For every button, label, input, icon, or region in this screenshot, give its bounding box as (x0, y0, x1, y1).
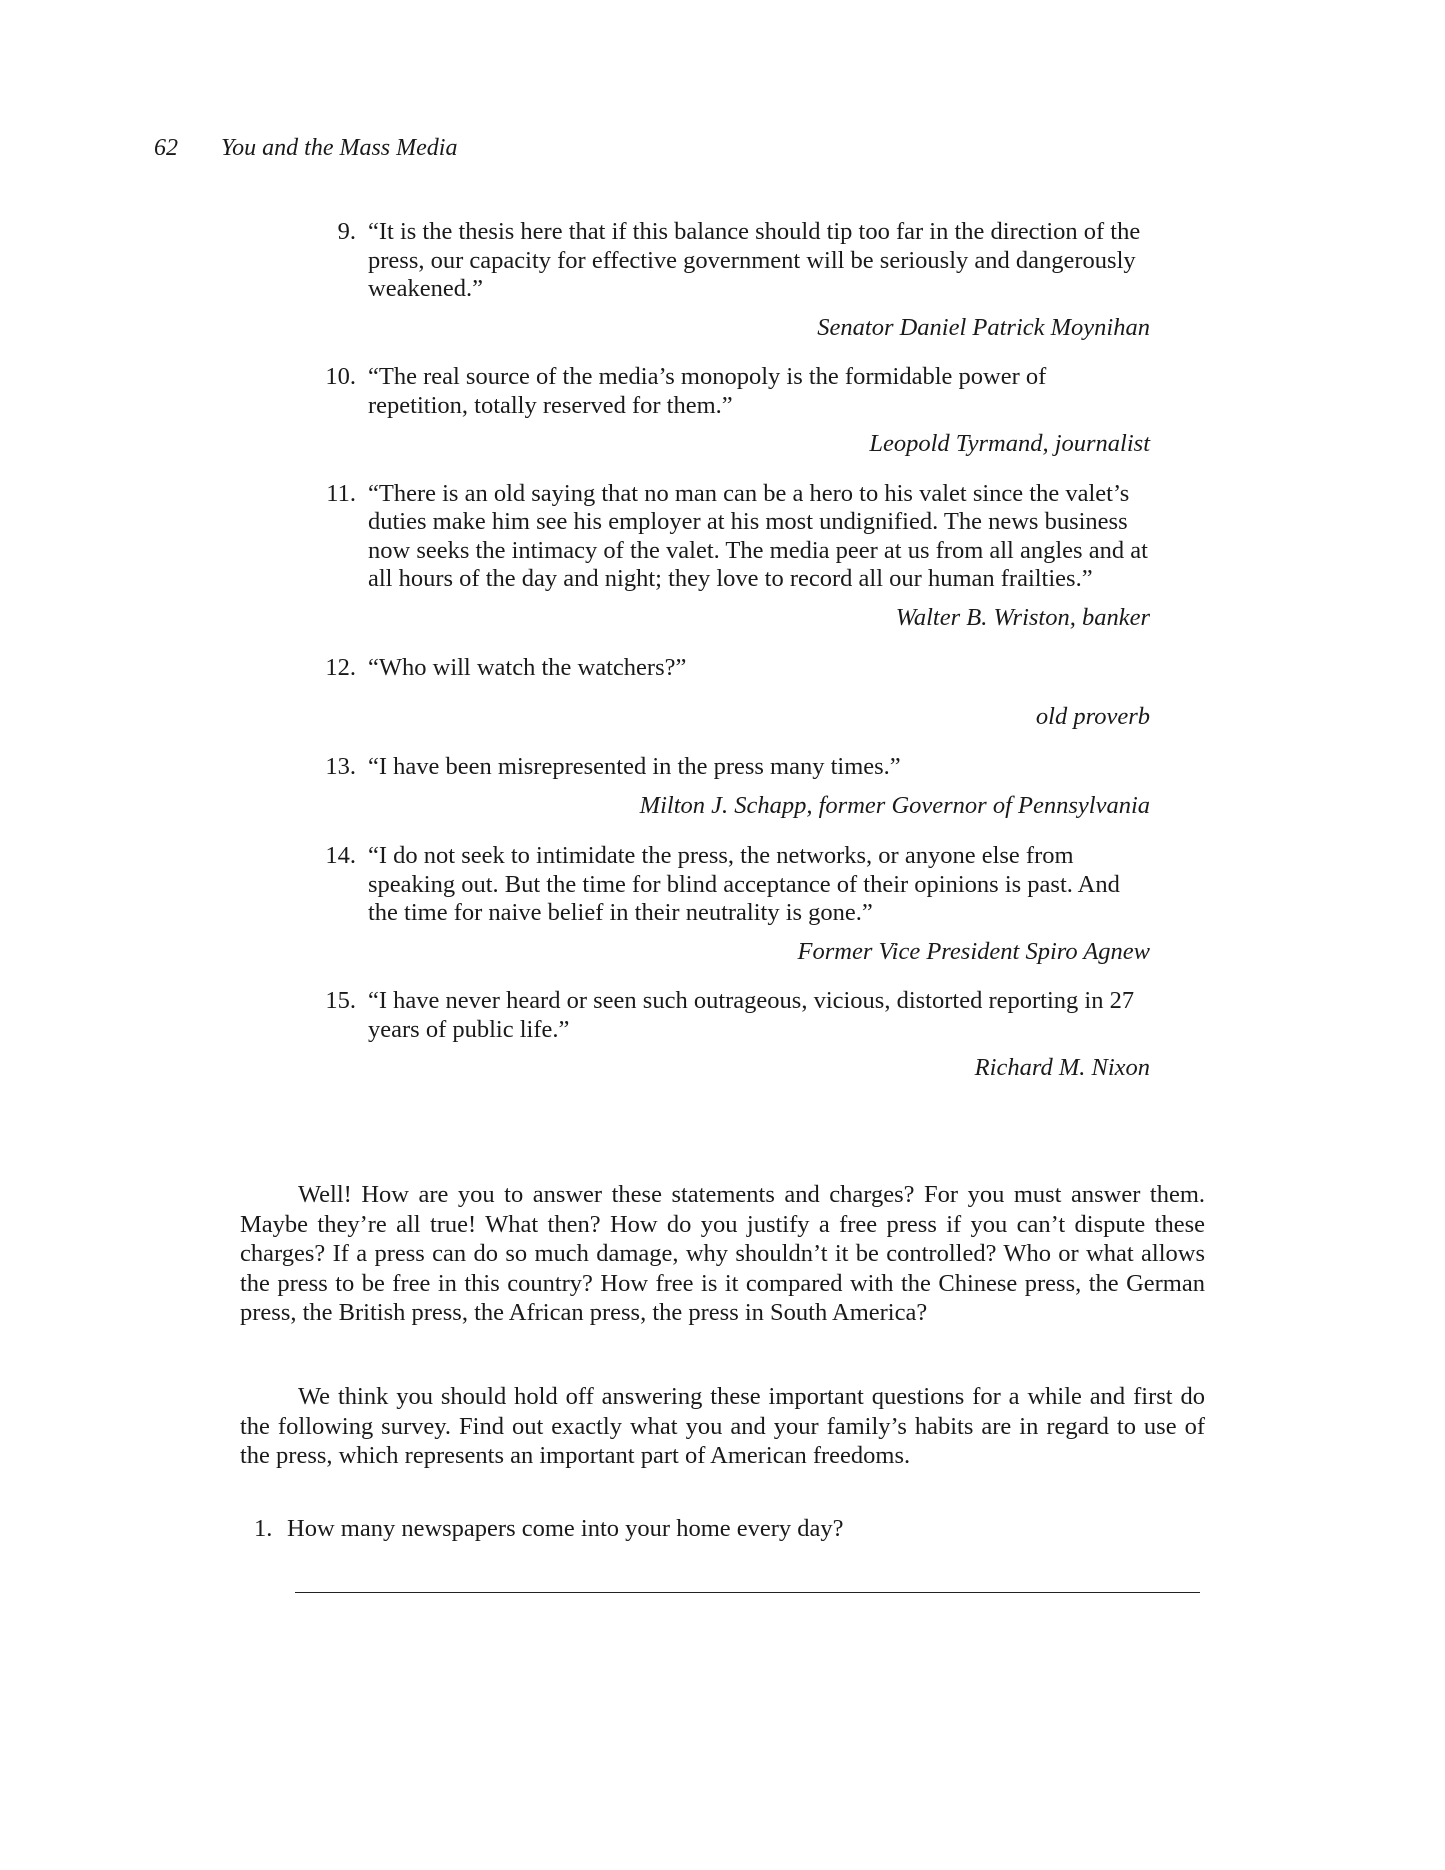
quote-attribution: Milton J. Schapp, former Governor of Pennsylvania (639, 791, 1150, 819)
quote-number: 14. (325, 842, 356, 869)
running-title: You and the Mass Media (221, 135, 458, 161)
quote-text: “The real source of the media’s monopoly is the formidable power of repetition, totally reserved for them.” (368, 363, 1047, 419)
quote-text: “I have never heard or seen such outrageous, vicious, distorted reporting in 27 years of public life.” (368, 987, 1135, 1043)
quote-attribution: old proverb (1035, 702, 1150, 730)
running-head (154, 133, 457, 163)
quote-item (300, 987, 1150, 1083)
quote-text: “It is the thesis here that if this balance should tip too far in the direction of the press, our capacity for effective government will be seriously and dangerously weakened.” (368, 218, 1141, 302)
page-number: 62 (154, 135, 178, 161)
quote-number: 15. (325, 987, 356, 1014)
quote-attribution: Walter B. Wriston, banker (895, 603, 1150, 631)
quote-item (300, 480, 1150, 633)
quote-item (300, 753, 1150, 820)
body-paragraph-2 (240, 1382, 1205, 1471)
paragraph-text: We think you should hold off answering these important questions for a while and first do the following survey. Find out exactly what you and your family’s habits are in regard to use of the press, which represents an important part of American freedoms. (240, 1383, 1205, 1469)
survey-question-text: How many newspapers come into your home every day? (287, 1515, 844, 1542)
quote-text: “There is an old saying that no man can be a hero to his valet since the valet’s duties make him see his employer at his most undignified. The news business now seeks the intimacy of the valet. The media peer at us from all angles and at all hours of the day and night; they love to record all our human frailties.” (368, 479, 1148, 592)
quote-number: 13. (325, 753, 356, 780)
paragraph-text: Well! How are you to answer these statements and charges? For you must answer them. Maybe they’re all true! What then? How do you justify a free press if you can’t dispute these charges? If a press can do so much damage, why shouldn’t it be controlled? Who or what allows the press to be free in this country? How free is it compared with the Chinese press, the German press, the British press, the African press, the press in South America? (240, 1181, 1205, 1326)
quote-text: “I have been misrepresented in the press many times.” (368, 753, 901, 780)
quotes-list (300, 218, 1150, 1083)
quote-text: “Who will watch the watchers?” (368, 654, 687, 681)
survey-question-number: 1. (254, 1515, 273, 1542)
survey-question (240, 1514, 1205, 1544)
quote-attribution: Leopold Tyrmand, journalist (869, 430, 1150, 457)
body-paragraph-1 (240, 1180, 1205, 1328)
quote-item (300, 842, 1150, 966)
quote-item (300, 218, 1150, 342)
quote-text: “I do not seek to intimidate the press, the networks, or anyone else from speaking out. But the time for blind acceptance of their opinions is past. And the time for naive belief in their neutrality is gone.” (368, 842, 1120, 926)
survey-answer-line[interactable] (295, 1592, 1200, 1593)
quote-number: 11. (326, 479, 356, 507)
quote-attribution: Former Vice President Spiro Agnew (797, 937, 1150, 965)
quote-attribution: Richard M. Nixon (974, 1054, 1150, 1081)
quote-item (300, 363, 1150, 459)
quote-number: 12. (325, 654, 356, 681)
survey-section (240, 1514, 1205, 1544)
quote-item (300, 654, 1150, 731)
quote-attribution: Senator Daniel Patrick Moynihan (817, 313, 1150, 341)
quote-number: 9. (337, 218, 356, 245)
quote-number: 10. (325, 363, 356, 390)
